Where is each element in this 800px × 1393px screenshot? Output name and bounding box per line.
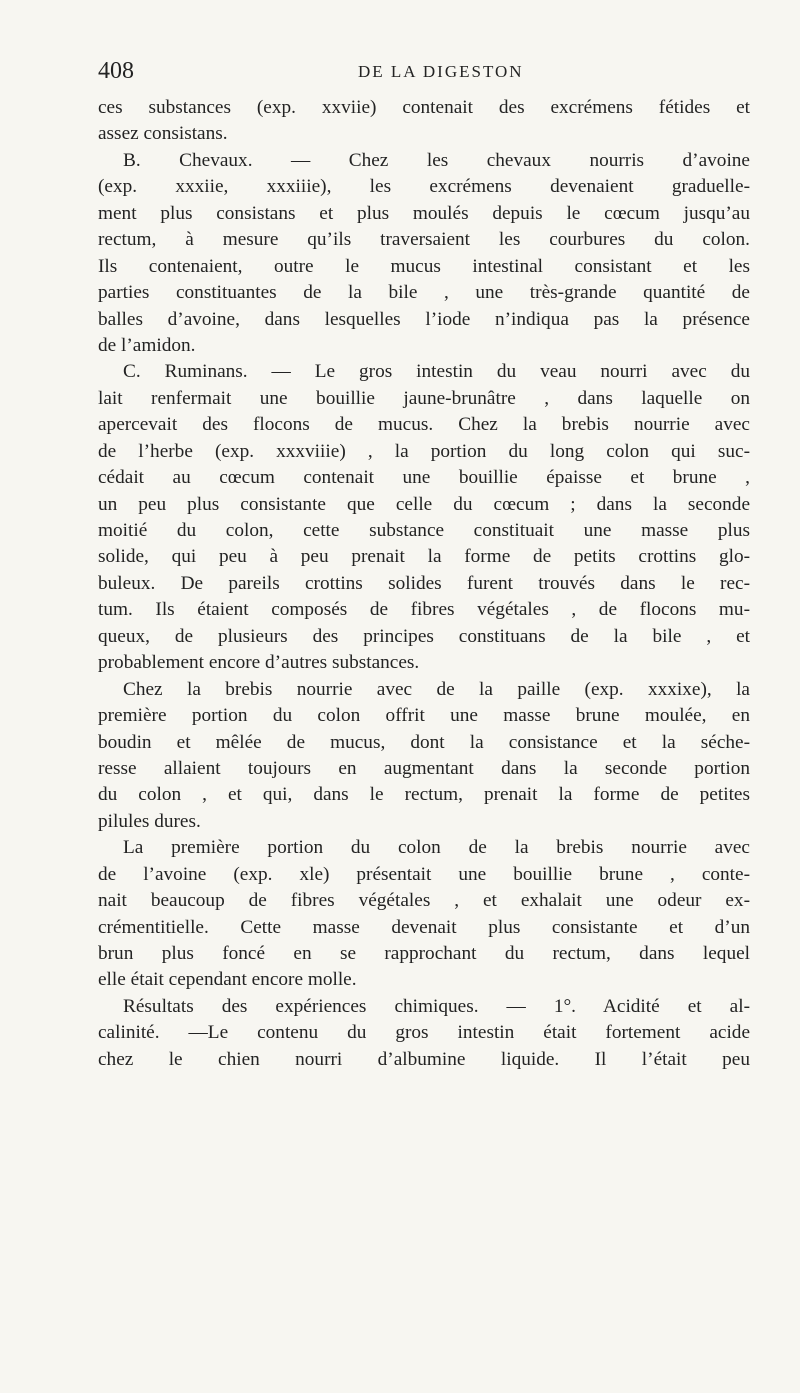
text-line: de l’herbe (exp. xxxviiie) , la portion du long colon qui suc- (98, 440, 750, 462)
text-line: un peu plus consistante que celle du cœcum ; dans la seconde (98, 493, 750, 515)
text-line: crémentitielle. Cette masse devenait plus consistante et d’un (98, 916, 750, 938)
text-line: tum. Ils étaient composés de fibres végétales , de flocons mu- (98, 599, 750, 621)
text-line: Ils contenaient, outre le mucus intestinal consistant et les (98, 255, 750, 277)
text-line: solide, qui peu à peu prenait la forme de petits crottins glo- (98, 546, 750, 568)
text-line: première portion du colon offrit une masse brune moulée, en (98, 705, 750, 727)
text-line: (exp. xxxiie, xxxiiie), les excrémens devenaient graduelle- (98, 176, 750, 198)
text-line: pilules dures. (98, 810, 201, 832)
text-line: La première portion du colon de la brebis nourrie avec (123, 837, 750, 859)
text-line: rectum, à mesure qu’ils traversaient les courbures du colon. (98, 229, 750, 251)
text-line: ces substances (exp. xxviie) contenait des excrémens fétides et (98, 97, 750, 118)
text-line: brun plus foncé en se rapprochant du rectum, dans lequel (98, 943, 750, 964)
text-line: Résultats des expériences chimiques. — 1°. Acidité et al- (123, 995, 750, 1017)
text-line: balles d’avoine, dans lesquelles l’iode n’indiqua pas la présence (98, 308, 750, 330)
text-line: queux, de plusieurs des principes constituans de la bile , et (98, 625, 750, 647)
text-line: lait renfermait une bouillie jaune-brunâtre , dans laquelle on (98, 387, 750, 409)
text-line: assez consistans. (98, 123, 228, 145)
text-line: de l’avoine (exp. xle) présentait une bouillie brune , conte- (98, 863, 750, 885)
text-line: chez le chien nourri d’albumine liquide. Il l’était peu (98, 1048, 750, 1070)
text-line: resse allaient toujours en augmentant dans la seconde portion (98, 757, 750, 779)
text-line: Chez la brebis nourrie avec de la paille (exp. xxxixe), la (123, 678, 750, 700)
text-line: moitié du colon, cette substance constituait une masse plus (98, 520, 750, 541)
text-line: calinité. —Le contenu du gros intestin était fortement acide (98, 1022, 750, 1044)
text-line: parties constituantes de la bile , une très-grande quantité de (98, 282, 750, 304)
text-line: de l’amidon. (98, 334, 196, 356)
text-line: elle était cependant encore molle. (98, 969, 357, 991)
page-header (98, 58, 748, 88)
text-line: C. Ruminans. — Le gros intestin du veau nourri avec du (123, 361, 750, 383)
text-line: apercevait des flocons de mucus. Chez la brebis nourrie avec (98, 414, 750, 436)
body-text (98, 95, 750, 1073)
text-line: probablement encore d’autres substances. (98, 652, 420, 674)
text-line: buleux. De pareils crottins solides furent trouvés dans le rec- (98, 572, 750, 594)
text-line: nait beaucoup de fibres végétales , et exhalait une odeur ex- (98, 890, 750, 912)
text-line: du colon , et qui, dans le rectum, prenait la forme de petites (98, 784, 750, 806)
text-line: ment plus consistans et plus moulés depuis le cœcum jusqu’au (98, 202, 750, 224)
text-line: cédait au cœcum contenait une bouillie épaisse et brune , (98, 467, 750, 489)
page-number: 408 (98, 58, 134, 84)
running-title: DE LA DIGESTON (358, 62, 524, 81)
text-line: B. Chevaux. — Chez les chevaux nourris d’avoine (123, 149, 750, 171)
text-line: boudin et mêlée de mucus, dont la consistance et la séche- (98, 731, 750, 753)
